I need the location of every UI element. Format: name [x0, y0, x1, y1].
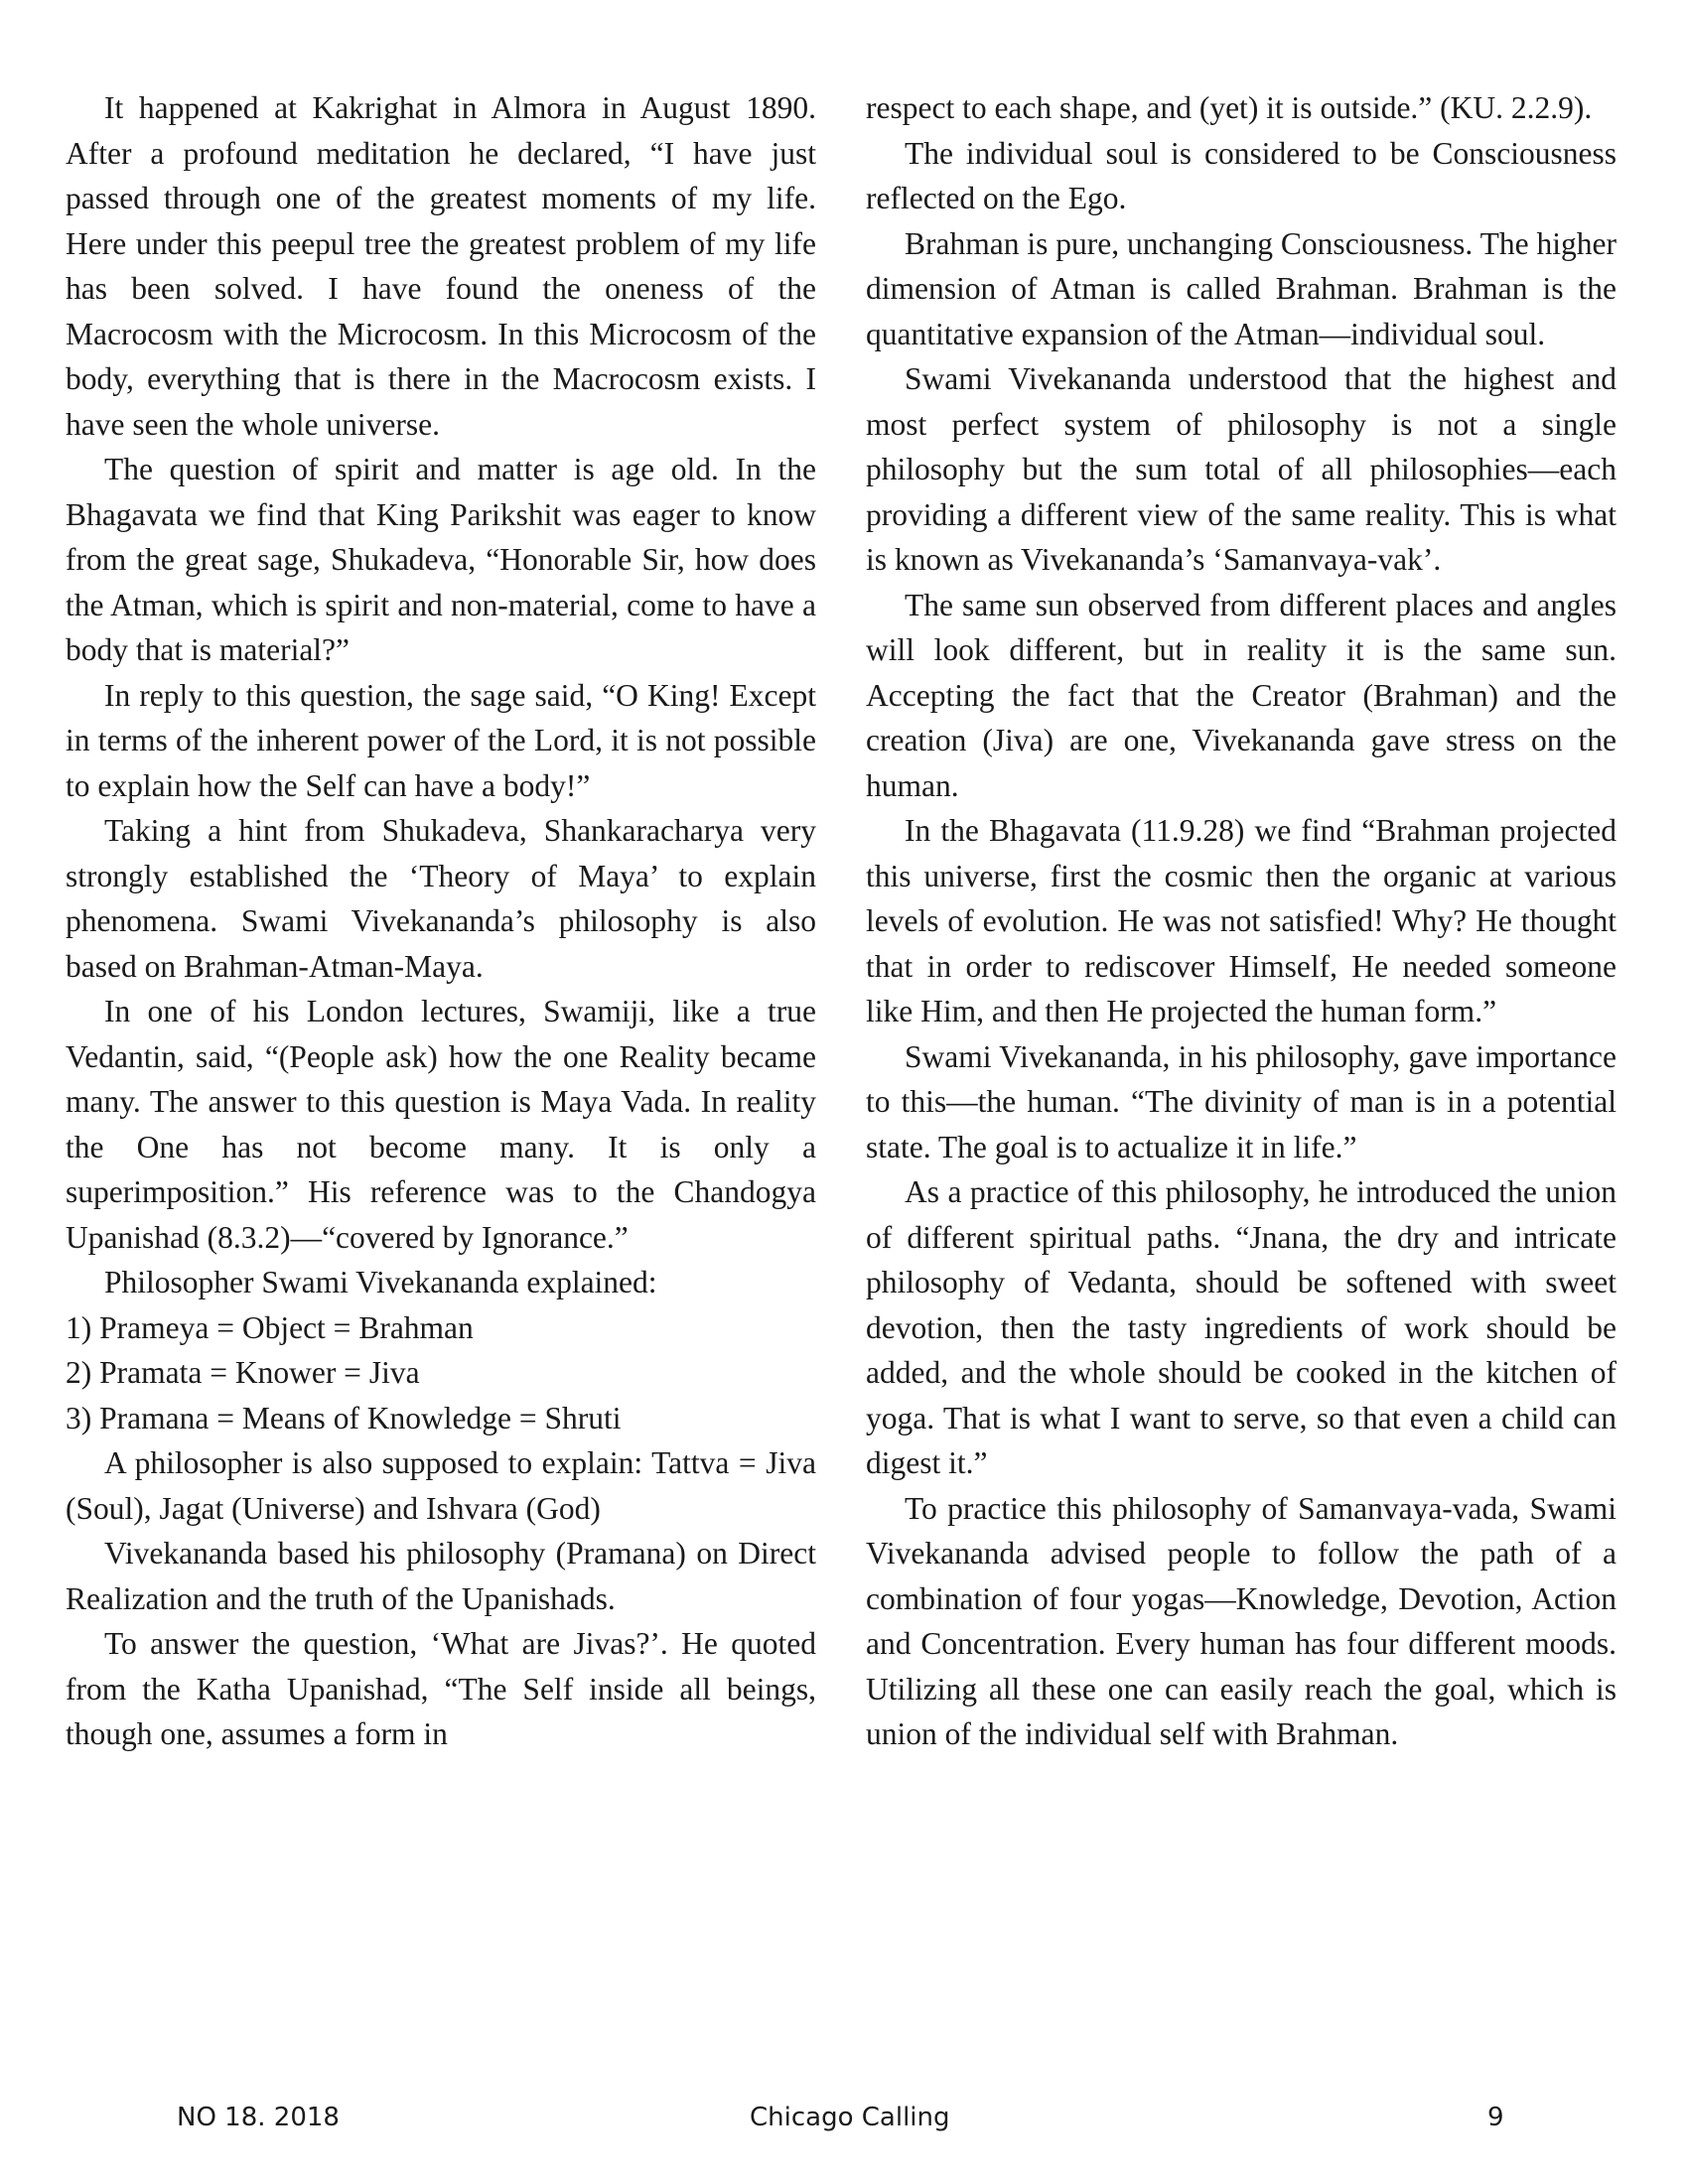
list-item: 3) Pramana = Means of Knowledge = Shruti — [66, 1400, 622, 1435]
paragraph: In the Bhagavata (11.9.28) we find “Brahman projected this universe, first the cosmic then the organic at various levels of evolution. He was not satisfied! Why? He thought that in order to rediscover Himself, He needed someone like Him, and then He projected the human form.” — [866, 813, 1617, 1028]
paragraph: Taking a hint from Shukadeva, Shankaracharya very strongly established the ‘Theory of Maya’ to explain phenomena. Swami Vivekananda’s philosophy is also based on Brahman-Atman-Maya. — [66, 813, 816, 984]
paragraph: The individual soul is considered to be Consciousness reflected on the Ego. — [866, 135, 1617, 215]
paragraph: Swami Vivekananda, in his philosophy, gave importance to this—the human. “The divinity of man is in a potential state. The goal is to actualize it in life.” — [866, 1038, 1617, 1164]
list-item: 2) Pramata = Knower = Jiva — [66, 1355, 420, 1390]
paragraph: As a practice of this philosophy, he introduced the union of different spiritual paths. “Jnana, the dry and intricate philosophy of Vedanta, should be softened with sweet devotion, then the tasty ingredients of work should be added, and the whole should be cooked in the kitchen of yoga. That is what I want to serve, so that even a child can digest it.” — [866, 1174, 1617, 1480]
paragraph: A philosopher is also supposed to explain: Tattva = Jiva (Soul), Jagat (Universe) and Ishvara (God) — [66, 1445, 816, 1526]
right-column — [866, 85, 1617, 1757]
page-footer — [0, 2103, 1688, 2142]
paragraph: Philosopher Swami Vivekananda explained: — [104, 1265, 657, 1299]
issue-label: NO 18. 2018 — [177, 2103, 340, 2132]
paragraph: To answer the question, ‘What are Jivas?’. He quoted from the Katha Upanishad, “The Self inside all beings, though one, assumes a form in — [66, 1626, 816, 1751]
paragraph: It happened at Kakrighat in Almora in August 1890. After a profound meditation he declared, “I have just passed through one of the greatest moments of my life. Here under this peepul tree the greatest problem of my life has been solved. I have found the oneness of the Macrocosm with the Microcosm. In this Microcosm of the body, everything that is there in the Macrocosm exists. I have seen the whole universe. — [66, 90, 816, 442]
paragraph: In one of his London lectures, Swamiji, like a true Vedantin, said, “(People ask) how the one Reality became many. The answer to this question is Maya Vada. In reality the One has not become many. It is only a superimposition.” His reference was to the Chandogya Upanishad (8.3.2)—“covered by Ignorance.” — [66, 994, 816, 1255]
publication-title: Chicago Calling — [750, 2103, 950, 2132]
paragraph: The same sun observed from different places and angles will look different, but in reality it is the same sun. Accepting the fact that the Creator (Brahman) and the creation (Jiva) are one, Vivekananda gave stress on the human. — [866, 587, 1617, 803]
paragraph: The question of spirit and matter is age old. In the Bhagavata we find that King Parikshit was eager to know from the great sage, Shukadeva, “Honorable Sir, how does the Atman, which is spirit and non-material, come to have a body that is material?” — [66, 452, 816, 667]
paragraph: Vivekananda based his philosophy (Pramana) on Direct Realization and the truth of the Upanishads. — [66, 1536, 816, 1616]
paragraph: To practice this philosophy of Samanvaya-vada, Swami Vivekananda advised people to follow the path of a combination of four yogas—Knowledge, Devotion, Action and Concentration. Every human has four different moods. Utilizing all these one can easily reach the goal, which is union of the individual self with Brahman. — [866, 1490, 1617, 1751]
paragraph: In reply to this question, the sage said, “O King! Except in terms of the inherent power of the Lord, it is not possible to explain how the Self can have a body!” — [66, 677, 816, 803]
page-number: 9 — [1487, 2103, 1504, 2132]
paragraph: Brahman is pure, unchanging Consciousness. The higher dimension of Atman is called Brahman. Brahman is the quantitative expansion of the Atman—individual soul. — [866, 225, 1617, 351]
paragraph-continuation: respect to each shape, and (yet) it is outside.” (KU. 2.2.9). — [866, 90, 1593, 125]
paragraph: Swami Vivekananda understood that the highest and most perfect system of philosophy is not a single philosophy but the sum total of all philosophies—each providing a different view of the same reality. This is what is known as Vivekananda’s ‘Samanvaya-vak’. — [866, 361, 1617, 577]
left-column — [66, 85, 816, 1757]
list-item: 1) Prameya = Object = Brahman — [66, 1309, 474, 1345]
